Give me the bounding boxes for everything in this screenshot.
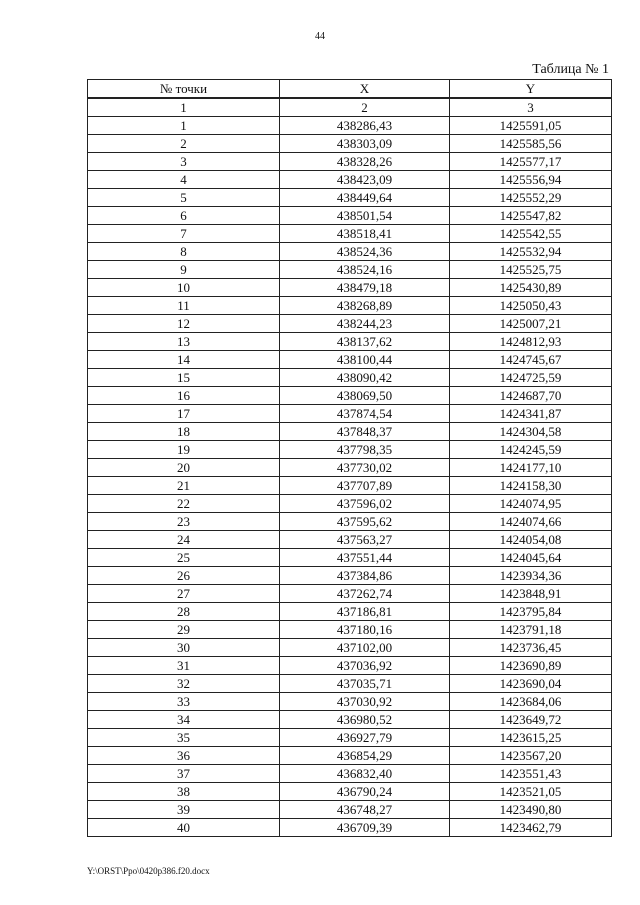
x-coordinate-cell: 438090,42	[280, 369, 450, 387]
table-body	[88, 99, 612, 837]
point-number-cell: 18	[88, 423, 280, 441]
x-coordinate-cell: 436790,24	[280, 783, 450, 801]
point-number-cell: 17	[88, 405, 280, 423]
y-coordinate-cell: 1423551,43	[450, 765, 612, 783]
x-coordinate-cell: 438524,36	[280, 243, 450, 261]
table-row	[88, 333, 612, 351]
y-coordinate-cell: 1424687,70	[450, 387, 612, 405]
point-number-cell: 12	[88, 315, 280, 333]
table-row	[88, 297, 612, 315]
point-number-cell: 1	[88, 117, 280, 135]
table-row	[88, 459, 612, 477]
y-coordinate-cell: 1425585,56	[450, 135, 612, 153]
point-number-cell: 34	[88, 711, 280, 729]
table-row	[88, 207, 612, 225]
x-coordinate-cell: 438524,16	[280, 261, 450, 279]
table-row	[88, 657, 612, 675]
table-row	[88, 405, 612, 423]
point-number-cell: 25	[88, 549, 280, 567]
x-coordinate-cell: 438518,41	[280, 225, 450, 243]
point-number-cell: 20	[88, 459, 280, 477]
table-row	[88, 513, 612, 531]
x-coordinate-cell: 437551,44	[280, 549, 450, 567]
table-row	[88, 693, 612, 711]
y-coordinate-cell: 1424045,64	[450, 549, 612, 567]
x-coordinate-cell: 438268,89	[280, 297, 450, 315]
point-number-cell: 39	[88, 801, 280, 819]
point-number-cell: 4	[88, 171, 280, 189]
table-row	[88, 711, 612, 729]
y-coordinate-cell: 1424074,95	[450, 495, 612, 513]
x-coordinate-cell: 437874,54	[280, 405, 450, 423]
table-row	[88, 117, 612, 135]
y-coordinate-cell: 1425552,29	[450, 189, 612, 207]
table-row	[88, 387, 612, 405]
point-number-cell: 31	[88, 657, 280, 675]
table-row	[88, 639, 612, 657]
y-coordinate-cell: 1423848,91	[450, 585, 612, 603]
x-coordinate-cell: 436832,40	[280, 765, 450, 783]
y-coordinate-cell: 1424074,66	[450, 513, 612, 531]
x-coordinate-cell: 438501,54	[280, 207, 450, 225]
y-coordinate-cell: 1425430,89	[450, 279, 612, 297]
y-coordinate-cell: 1425525,75	[450, 261, 612, 279]
point-number-cell: 24	[88, 531, 280, 549]
x-coordinate-cell: 437384,86	[280, 567, 450, 585]
x-coordinate-cell: 438328,26	[280, 153, 450, 171]
x-coordinate-cell: 437596,02	[280, 495, 450, 513]
point-number-cell: 14	[88, 351, 280, 369]
y-coordinate-cell: 1425532,94	[450, 243, 612, 261]
table-row	[88, 189, 612, 207]
x-coordinate-cell: 438303,09	[280, 135, 450, 153]
table-row	[88, 801, 612, 819]
y-coordinate-cell: 1425007,21	[450, 315, 612, 333]
y-coordinate-cell: 1424745,67	[450, 351, 612, 369]
table-row	[88, 621, 612, 639]
point-number-cell: 26	[88, 567, 280, 585]
point-number-cell: 37	[88, 765, 280, 783]
y-coordinate-cell: 1423795,84	[450, 603, 612, 621]
y-coordinate-cell: 1423521,05	[450, 783, 612, 801]
table-row	[88, 369, 612, 387]
table-row	[88, 153, 612, 171]
y-coordinate-cell: 1423567,20	[450, 747, 612, 765]
point-number-cell: 30	[88, 639, 280, 657]
x-coordinate-cell: 436980,52	[280, 711, 450, 729]
table-row	[88, 243, 612, 261]
point-number-cell: 19	[88, 441, 280, 459]
header-y: Y	[450, 80, 612, 98]
x-coordinate-cell: 438479,18	[280, 279, 450, 297]
x-coordinate-cell: 437730,02	[280, 459, 450, 477]
y-coordinate-cell: 1423934,36	[450, 567, 612, 585]
x-coordinate-cell: 437030,92	[280, 693, 450, 711]
x-coordinate-cell: 437848,37	[280, 423, 450, 441]
x-coordinate-cell: 436748,27	[280, 801, 450, 819]
numbering-row	[88, 99, 612, 117]
table-row	[88, 315, 612, 333]
point-number-cell: 16	[88, 387, 280, 405]
point-number-cell: 28	[88, 603, 280, 621]
table-row	[88, 747, 612, 765]
x-coordinate-cell: 437595,62	[280, 513, 450, 531]
table-row	[88, 261, 612, 279]
x-coordinate-cell: 437798,35	[280, 441, 450, 459]
x-coordinate-cell: 438069,50	[280, 387, 450, 405]
table-row	[88, 729, 612, 747]
x-coordinate-cell: 438244,23	[280, 315, 450, 333]
x-coordinate-cell: 437102,00	[280, 639, 450, 657]
x-coordinate-cell: 437180,16	[280, 621, 450, 639]
y-coordinate-cell: 1424177,10	[450, 459, 612, 477]
table-row	[88, 603, 612, 621]
y-coordinate-cell: 1424054,08	[450, 531, 612, 549]
table-row	[88, 765, 612, 783]
y-coordinate-cell: 1425591,05	[450, 117, 612, 135]
table-row	[88, 225, 612, 243]
x-coordinate-cell: 438137,62	[280, 333, 450, 351]
table-row	[88, 531, 612, 549]
y-coordinate-cell: 1423736,45	[450, 639, 612, 657]
y-coordinate-cell: 1425547,82	[450, 207, 612, 225]
table-row	[88, 495, 612, 513]
x-coordinate-cell: 437262,74	[280, 585, 450, 603]
x-coordinate-cell: 436927,79	[280, 729, 450, 747]
coordinates-table	[87, 98, 612, 837]
x-coordinate-cell: 436854,29	[280, 747, 450, 765]
x-coordinate-cell: 437563,27	[280, 531, 450, 549]
point-number-cell: 29	[88, 621, 280, 639]
y-coordinate-cell: 1423649,72	[450, 711, 612, 729]
y-coordinate-cell: 1425050,43	[450, 297, 612, 315]
point-number-cell: 3	[88, 153, 280, 171]
y-coordinate-cell: 1423462,79	[450, 819, 612, 837]
table-caption: Таблица № 1	[532, 62, 609, 77]
y-coordinate-cell: 1424304,58	[450, 423, 612, 441]
x-coordinate-cell: 437707,89	[280, 477, 450, 495]
y-coordinate-cell: 1423490,80	[450, 801, 612, 819]
point-number-cell: 22	[88, 495, 280, 513]
table-row	[88, 675, 612, 693]
y-coordinate-cell: 1425556,94	[450, 171, 612, 189]
point-number-cell: 21	[88, 477, 280, 495]
point-number-cell: 33	[88, 693, 280, 711]
table-row	[88, 585, 612, 603]
x-coordinate-cell: 437035,71	[280, 675, 450, 693]
table-row	[88, 279, 612, 297]
y-coordinate-cell: 1423690,04	[450, 675, 612, 693]
point-number-cell: 32	[88, 675, 280, 693]
table-row	[88, 549, 612, 567]
point-number-cell: 23	[88, 513, 280, 531]
point-number-cell: 7	[88, 225, 280, 243]
point-number-cell: 2	[88, 135, 280, 153]
point-number-cell: 40	[88, 819, 280, 837]
x-coordinate-cell: 436709,39	[280, 819, 450, 837]
y-coordinate-cell: 1424725,59	[450, 369, 612, 387]
y-coordinate-cell: 1424341,87	[450, 405, 612, 423]
header-point-number: № точки	[88, 80, 280, 98]
x-coordinate-cell: 438423,09	[280, 171, 450, 189]
point-number-cell: 5	[88, 189, 280, 207]
x-coordinate-cell: 438100,44	[280, 351, 450, 369]
table-row	[88, 441, 612, 459]
point-number-cell: 6	[88, 207, 280, 225]
point-number-cell: 27	[88, 585, 280, 603]
y-coordinate-cell: 1424158,30	[450, 477, 612, 495]
x-coordinate-cell: 438286,43	[280, 117, 450, 135]
point-number-cell: 38	[88, 783, 280, 801]
y-coordinate-cell: 1423690,89	[450, 657, 612, 675]
point-number-cell: 10	[88, 279, 280, 297]
table-row	[88, 351, 612, 369]
table-row	[88, 171, 612, 189]
y-coordinate-cell: 1423684,06	[450, 693, 612, 711]
y-coordinate-cell: 1424245,59	[450, 441, 612, 459]
table-row	[88, 135, 612, 153]
point-number-cell: 8	[88, 243, 280, 261]
table-row	[88, 819, 612, 837]
y-coordinate-cell: 1423791,18	[450, 621, 612, 639]
y-coordinate-cell: 1425577,17	[450, 153, 612, 171]
point-number-cell: 15	[88, 369, 280, 387]
y-coordinate-cell: 1423615,25	[450, 729, 612, 747]
numbering-cell: 2	[280, 99, 450, 117]
table-row	[88, 567, 612, 585]
x-coordinate-cell: 438449,64	[280, 189, 450, 207]
page-number: 44	[315, 31, 325, 42]
header-row	[88, 80, 612, 98]
table-row	[88, 477, 612, 495]
y-coordinate-cell: 1425542,55	[450, 225, 612, 243]
point-number-cell: 11	[88, 297, 280, 315]
file-path-footer: Y:\ORST\Ppo\0420p386.f20.docx	[87, 866, 210, 876]
header-x: X	[280, 80, 450, 98]
numbering-cell: 1	[88, 99, 280, 117]
x-coordinate-cell: 437036,92	[280, 657, 450, 675]
point-number-cell: 35	[88, 729, 280, 747]
table-header	[87, 79, 612, 98]
table-row	[88, 783, 612, 801]
numbering-cell: 3	[450, 99, 612, 117]
table-row	[88, 423, 612, 441]
point-number-cell: 9	[88, 261, 280, 279]
point-number-cell: 36	[88, 747, 280, 765]
y-coordinate-cell: 1424812,93	[450, 333, 612, 351]
point-number-cell: 13	[88, 333, 280, 351]
x-coordinate-cell: 437186,81	[280, 603, 450, 621]
